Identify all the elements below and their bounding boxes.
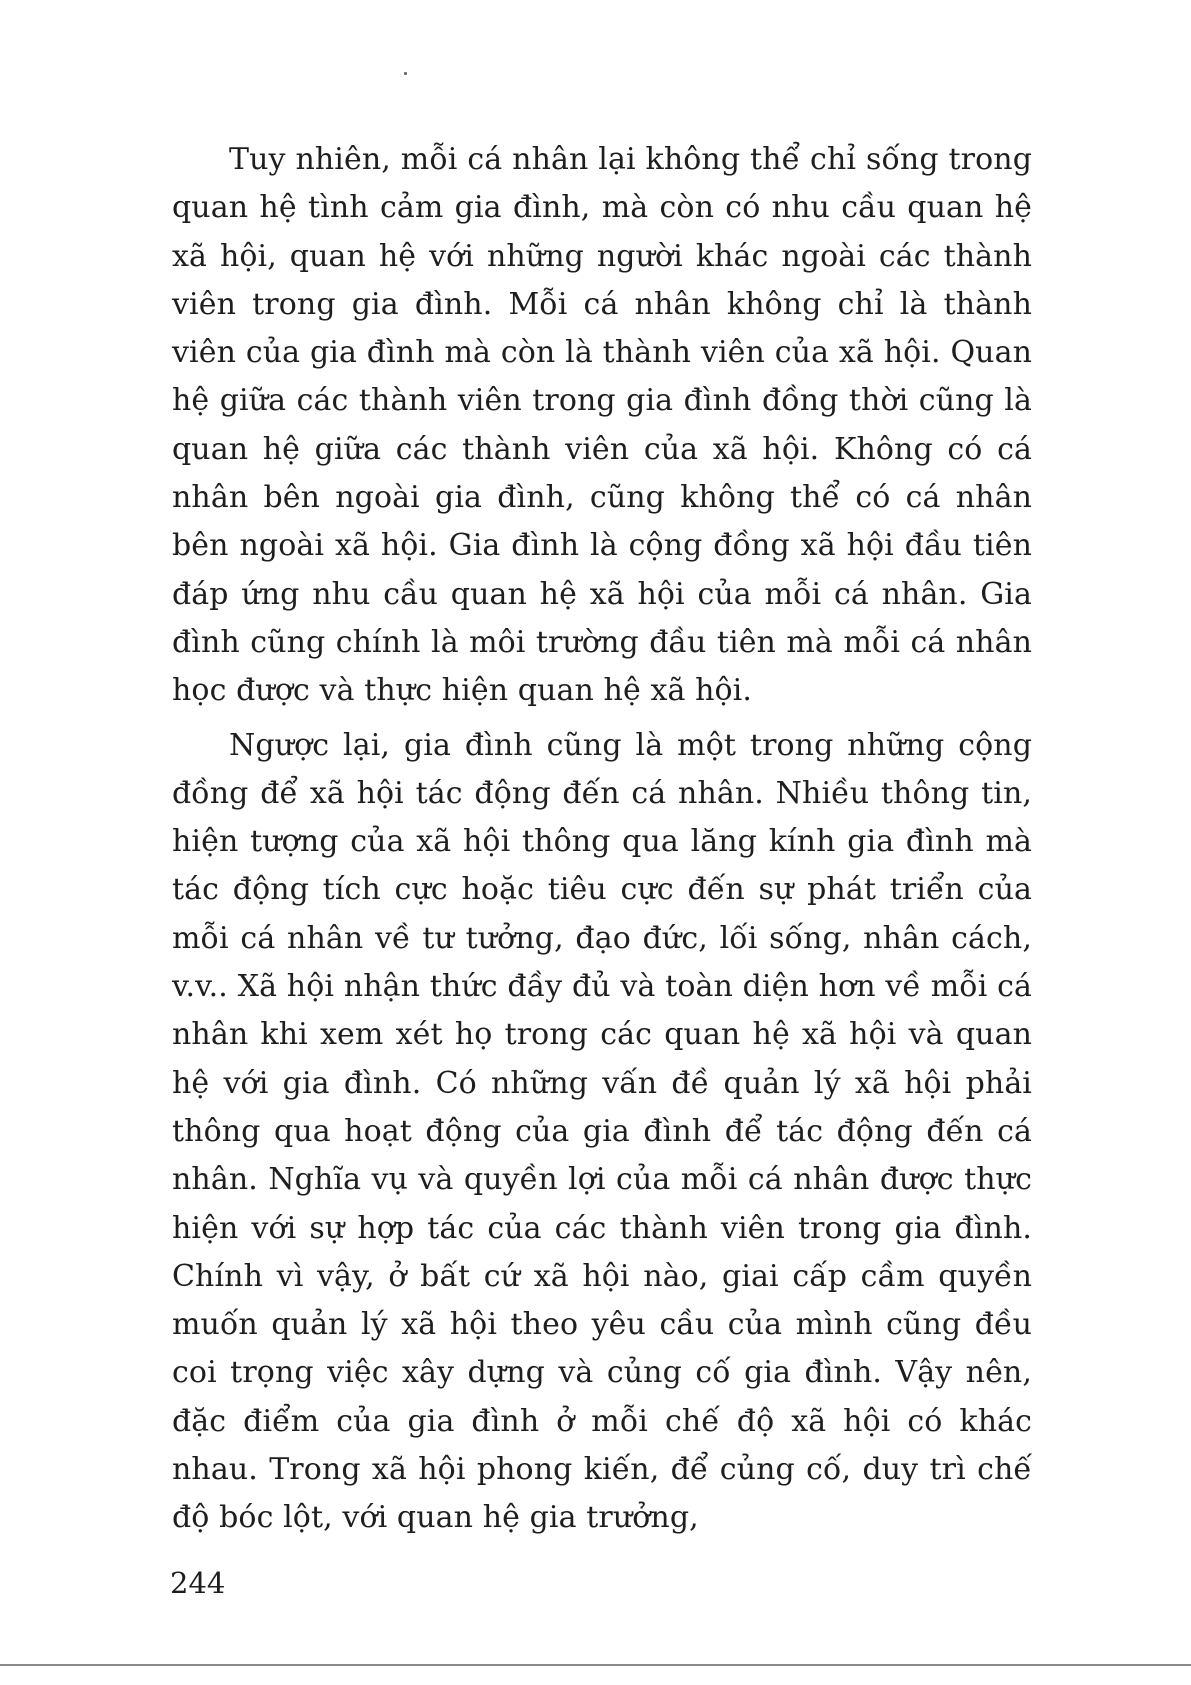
body-text [172, 136, 1032, 1543]
page-number: 244 [170, 1566, 226, 1600]
paragraph-1: Tuy nhiên, mỗi cá nhân lại không thể chỉ sống trong quan hệ tình cảm gia đình, mà còn có nhu cầu quan hệ xã hội, quan hệ với những người khác ngoài các thành viên trong gia đình. Mỗi cá nhân không chỉ là thành viên của gia đình mà còn là thành viên của xã hội. Quan hệ giữa các thành viên trong gia đình đồng thời cũng là quan hệ giữa các thành viên của xã hội. Không có cá nhân bên ngoài gia đình, cũng không thể có cá nhân bên ngoài xã hội. Gia đình là cộng đồng xã hội đầu tiên đáp ứng nhu cầu quan hệ xã hội của mỗi cá nhân. Gia đình cũng chính là môi trường đầu tiên mà mỗi cá nhân học được và thực hiện quan hệ xã hội. [172, 142, 1032, 709]
paragraph-2: Ngược lại, gia đình cũng là một trong những cộng đồng để xã hội tác động đến cá nhân. Nhiều thông tin, hiện tượng của xã hội thông qua lăng kính gia đình mà tác động tích cực hoặc tiêu cực đến sự phát triển của mỗi cá nhân về tư tưởng, đạo đức, lối sống, nhân cách, v.v.. Xã hội nhận thức đầy đủ và toàn diện hơn về mỗi cá nhân khi xem xét họ trong các quan hệ xã hội và quan hệ với gia đình. Có những vấn đề quản lý xã hội phải thông qua hoạt động của gia đình để tác động đến cá nhân. Nghĩa vụ và quyền lợi của mỗi cá nhân được thực hiện với sự hợp tác của các thành viên trong gia đình. Chính vì vậy, ở bất cứ xã hội nào, giai cấp cầm quyền muốn quản lý xã hội theo yêu cầu của mình cũng đều coi trọng việc xây dựng và củng cố gia đình. Vậy nên, đặc điểm của gia đình ở mỗi chế độ xã hội có khác nhau. Trong xã hội phong kiến, để củng cố, duy trì chế độ bóc lột, với quan hệ gia trưởng, [172, 727, 1032, 1536]
bottom-divider [0, 1664, 1191, 1666]
scan-speck [404, 72, 407, 75]
